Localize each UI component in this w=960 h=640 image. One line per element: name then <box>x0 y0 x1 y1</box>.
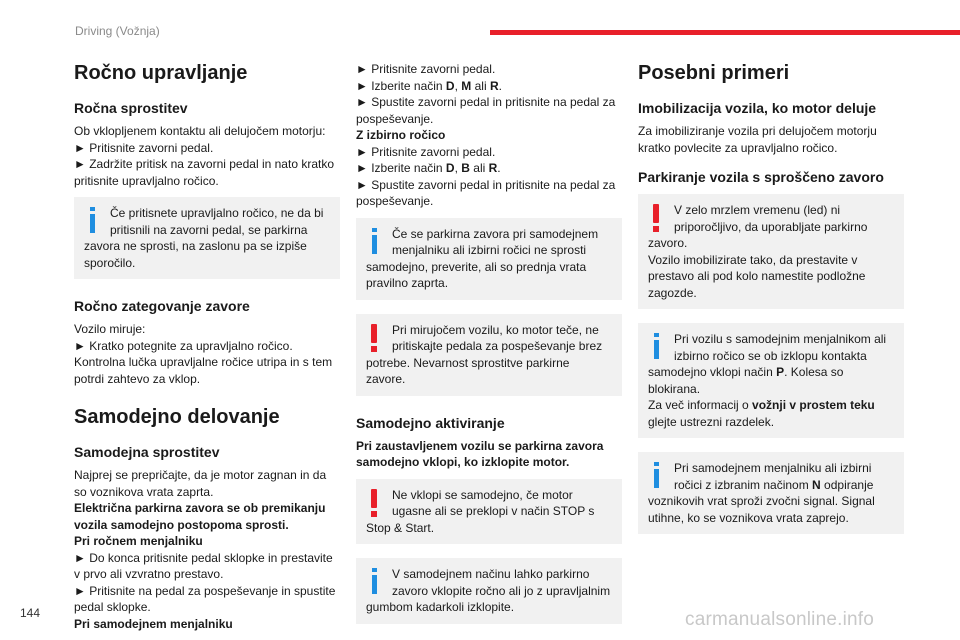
info-icon <box>366 568 382 596</box>
warning-text: Ne vklopi se samodejno, če motor ugasne ali se preklopi v način STOP s Stop & Start. <box>366 487 595 535</box>
warning-text: V zelo mrzlem vremenu (led) ni priporočljivo, da uporabljate parkirno zavoro. <box>648 203 868 250</box>
warning-icon <box>648 204 664 232</box>
step: ► Izberite način D, M ali R. <box>356 78 502 93</box>
column-3 <box>638 55 904 534</box>
note-text: Če pritisnete upravljalno ročico, ne da bi pritisnili na zavorni pedal, se parkirna zavora ne sprosti, na zaslonu pa se izpiše sporočilo. <box>84 206 324 270</box>
step: ► Pritisnite zavorni pedal. <box>356 62 496 76</box>
info-icon <box>648 462 664 490</box>
paragraph: Za imobiliziranje vozila pri delujočem motorju kratko povlecite za upravljalno ročico. <box>638 124 877 155</box>
subheading-automatic-release: Samodejna sprostitev <box>74 444 220 460</box>
info-note <box>356 558 622 624</box>
step: ► Izberite način D, B ali R. <box>356 161 501 175</box>
warning-text: Pri mirujočem vozilu, ko motor teče, ne pritiskajte pedala za pospeševanje brez potrebe. Nevarnost sprostitve parkirne zavore. <box>366 322 603 386</box>
info-note <box>74 197 340 279</box>
heading-manual-operation: Ročno upravljanje <box>74 62 248 84</box>
step: ► Pritisnite zavorni pedal. <box>74 140 214 155</box>
note-text: V samodejnem načinu lahko parkirno zavoro vklopite ročno ali jo z upravljalnim gumbom kadarkoli izklopite. <box>366 567 611 614</box>
section-header: Driving (Vožnja) <box>75 24 160 38</box>
paragraph-bold: Pri ročnem menjalniku <box>74 534 203 548</box>
info-icon <box>84 207 100 235</box>
step: ► Zadržite pritisk na zavorni pedal in nato kratko pritisnite upravljalno ročico. <box>74 157 334 188</box>
warning-note <box>638 194 904 309</box>
subheading-immobilization: Imobilizacija vozila, ko motor deluje <box>638 100 877 116</box>
paragraph: Vozilo miruje: <box>74 322 146 336</box>
subheading-parking-released: Parkiranje vozila s sproščeno zavoro <box>638 169 884 185</box>
step: ► Pritisnite zavorni pedal. <box>356 144 496 159</box>
step: ► Pritisnite na pedal za pospeševanje in spustite pedal sklopke. <box>74 583 336 614</box>
watermark: carmanualsonline.info <box>685 609 875 630</box>
info-note: Pri vozilu s samodejnim menjalnikom ali izbirno ročico se ob izklopu kontakta samodejno vklopi način P. Kolesa so blokirana. Za več informacij o vožnji v prostem teku glejte ustrezni razdelek. <box>638 323 904 438</box>
warning-note <box>356 314 622 396</box>
column-2 <box>356 61 622 624</box>
step: ► Spustite zavorni pedal in pritisnite na pedal za pospeševanje. <box>356 95 616 126</box>
heading-automatic-operation: Samodejno delovanje <box>74 406 280 428</box>
note-text: Če se parkirna zavora pri samodejnem menjalniku ali izbirni ročici ne sprosti samodejno, preverite, ali so prednja vrata pravilno zaprta. <box>366 226 599 290</box>
step: ► Do konca pritisnite pedal sklopke in prestavite v prvo ali vzvratno prestavo. <box>74 550 333 581</box>
paragraph-bold: Električna parkirna zavora se ob premikanju vozila samodejno postopoma sprosti. <box>74 501 326 532</box>
subheading-manual-release: Ročna sprostitev <box>74 100 188 116</box>
paragraph: Ob vklopljenem kontaktu ali delujočem motorju: <box>74 124 326 138</box>
paragraph-bold: Pri zaustavljenem vozilu se parkirna zavora samodejno vklopi, ko izklopite motor. <box>356 438 604 469</box>
warning-text: Vozilo imobilizirate tako, da prestavite v prestavo ali pod kolo namestite podložne zagozde. <box>648 252 866 300</box>
header-accent-bar <box>490 30 960 35</box>
warning-note <box>356 479 622 545</box>
paragraph-bold: Pri samodejnem menjalniku <box>74 616 233 631</box>
paragraph-bold: Z izbirno ročico <box>356 128 446 142</box>
subheading-manual-apply: Ročno zategovanje zavore <box>74 298 250 314</box>
step: ► Kratko potegnite za upravljalno ročico. <box>74 338 293 353</box>
warning-icon <box>366 324 382 352</box>
heading-special-cases: Posebni primeri <box>638 62 790 84</box>
info-note <box>356 218 622 300</box>
paragraph: Kontrolna lučka upravljalne ročice utripa in s tem potrdi zahtevo za vklop. <box>74 355 333 386</box>
step: ► Spustite zavorni pedal in pritisnite na pedal za pospeševanje. <box>356 177 616 208</box>
info-icon <box>648 333 664 361</box>
paragraph: Najprej se prepričajte, da je motor zagnan in da so voznikova vrata zaprta. <box>74 468 327 499</box>
subheading-automatic-apply: Samodejno aktiviranje <box>356 414 505 431</box>
info-icon <box>366 228 382 256</box>
column-1 <box>74 55 340 632</box>
warning-icon <box>366 489 382 517</box>
page-number: 144 <box>20 606 41 620</box>
info-note: Pri samodejnem menjalniku ali izbirni ročici z izbranim načinom N odpiranje voznikovih vrat sproži zvočni signal. Signal utihne, ko se voznikova vrata zaprejo. <box>638 452 904 534</box>
